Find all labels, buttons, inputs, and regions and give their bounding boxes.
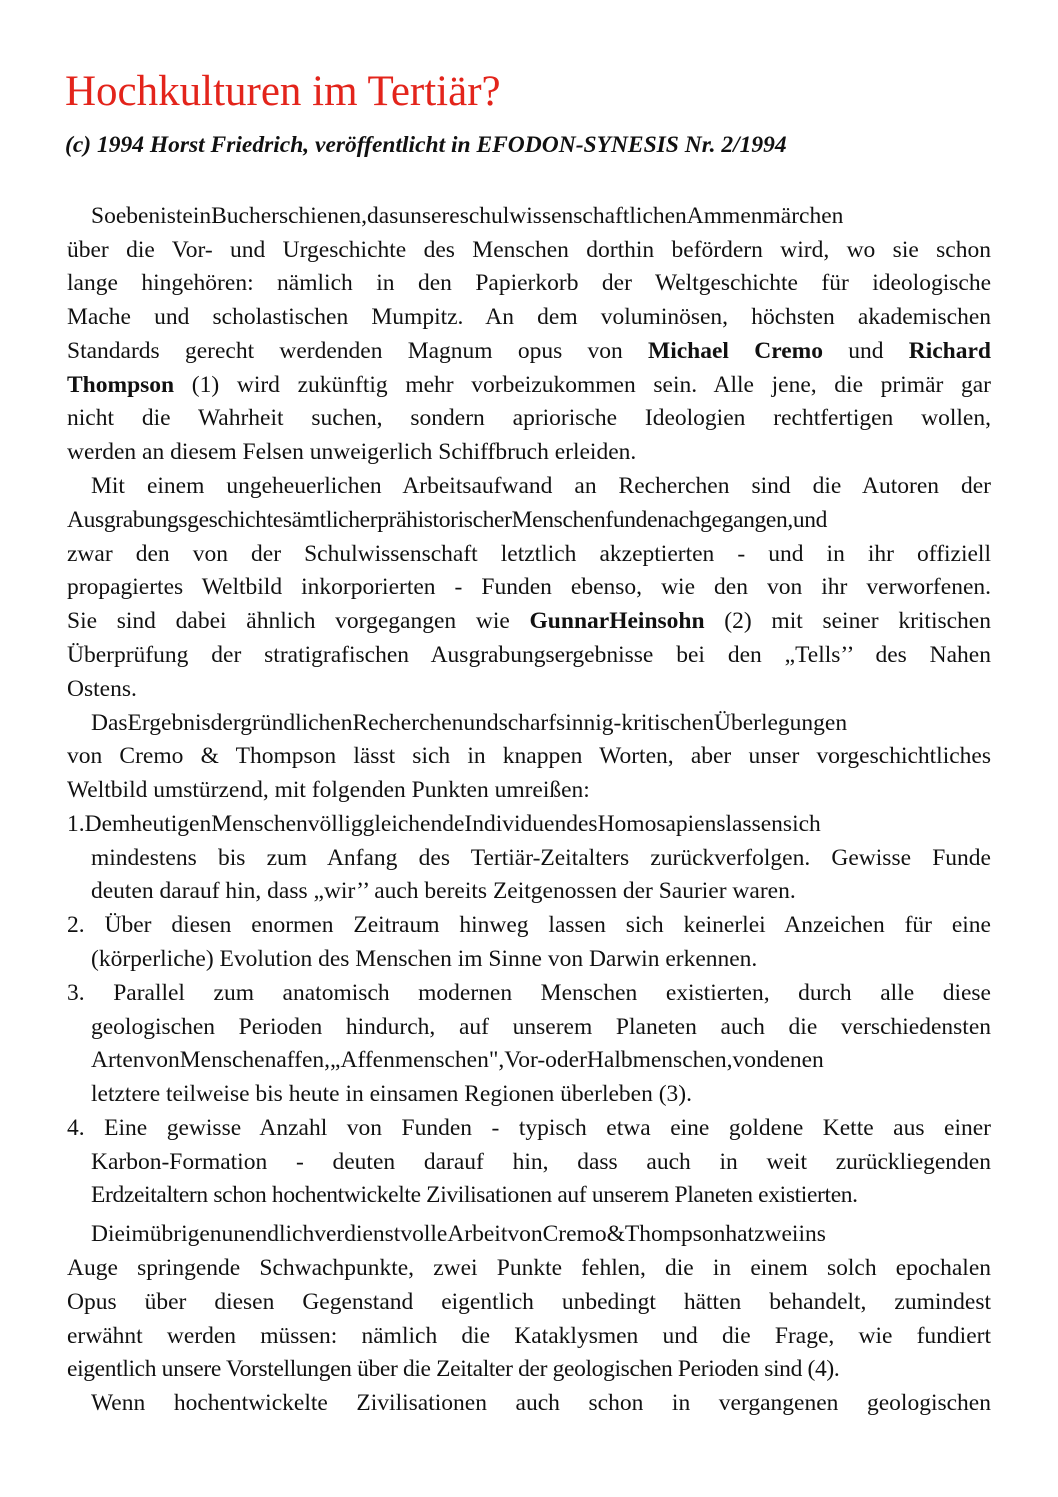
author-name: Thompson	[67, 372, 175, 398]
text-line: Überprüfung der stratigrafischen Ausgrabungsergebnisse bei den „Tells’’ des Nahen	[67, 642, 991, 668]
text-line: Mache und scholastischen Mumpitz. An dem voluminösen, höchsten akademischen	[67, 304, 991, 330]
text-line: propagiertes Weltbild inkorporierten - Funden ebenso, wie den von ihr verworfenen.	[67, 574, 991, 600]
text-line: Erdzeitaltern schon hochentwickelte Zivilisationen auf unserem Planeten existierten.	[91, 1182, 858, 1208]
author-name: GunnarHeinsohn	[529, 608, 705, 634]
text-line: erwähnt werden müssen: nämlich die Kataklysmen und die Frage, wie fundiert	[67, 1323, 991, 1349]
text-line: von Cremo & Thompson lässt sich in knappen Worten, aber unser vorgeschichtliches	[67, 743, 991, 769]
author-name: Richard	[908, 338, 991, 364]
text-line: DasErgebnisdergründlichenRecherchenundscharfsinnig-kritischenÜberlegungen	[91, 710, 848, 736]
list-item-2: 2. Über diesen enormen Zeitraum hinweg lassen sich keinerlei Anzeichen für eine	[67, 912, 991, 938]
text-line: Thompson (1) wird zukünftig mehr vorbeizukommen sein. Alle jene, die primär gar	[67, 372, 991, 398]
text-line: Weltbild umstürzend, mit folgenden Punkten umreißen:	[67, 777, 590, 803]
text-line: (körperliche) Evolution des Menschen im Sinne von Darwin erkennen.	[91, 946, 758, 972]
article-byline: (c) 1994 Horst Friedrich, veröffentlicht in EFODON-SYNESIS Nr. 2/1994	[65, 132, 787, 158]
text-line: Sie sind dabei ähnlich vorgegangen wie GunnarHeinsohn (2) mit seiner kritischen	[67, 608, 991, 634]
text-line: Wenn hochentwickelte Zivilisationen auch schon in vergangenen geologischen	[91, 1390, 991, 1416]
text-line: Ostens.	[67, 676, 137, 702]
text-line: werden an diesem Felsen unweigerlich Schiffbruch erleiden.	[67, 439, 637, 465]
text-line: DieimübrigenunendlichverdienstvolleArbeitvonCremo&Thompsonhatzweiins	[91, 1221, 826, 1247]
text-line: zwar den von der Schulwissenschaft letztlich akzeptierten - und in ihr offiziell	[67, 541, 991, 567]
text-line: Mit einem ungeheuerlichen Arbeitsaufwand an Recherchen sind die Autoren der	[91, 473, 991, 499]
text-line: AusgrabungsgeschichtesämtlicherprähistorischerMenschenfundenachgegangen,und	[67, 507, 828, 533]
text-line: Auge springende Schwachpunkte, zwei Punkte fehlen, die in einem solch epochalen	[67, 1255, 991, 1281]
text-line: mindestens bis zum Anfang des Tertiär-Zeitalters zurückverfolgen. Gewisse Funde	[91, 845, 991, 871]
text-line: lange hingehören: nämlich in den Papierkorb der Weltgeschichte für ideologische	[67, 270, 991, 296]
text-line: Opus über diesen Gegenstand eigentlich unbedingt hätten behandelt, zumindest	[67, 1289, 991, 1315]
text-line: SoebenisteinBucherschienen,dasunsereschulwissenschaftlichenAmmenmärchen	[91, 203, 844, 229]
text-line: über die Vor- und Urgeschichte des Menschen dorthin befördern wird, wo sie schon	[67, 237, 991, 263]
list-item-3: 3. Parallel zum anatomisch modernen Menschen existierten, durch alle diese	[67, 980, 991, 1006]
text-line: deuten darauf hin, dass „wir’’ auch bereits Zeitgenossen der Saurier waren.	[91, 878, 796, 904]
list-item-4: 4. Eine gewisse Anzahl von Funden - typisch etwa eine goldene Kette aus einer	[67, 1115, 991, 1141]
text-line: Standards gerecht werdenden Magnum opus von Michael Cremo und Richard	[67, 338, 991, 364]
article-title: Hochkulturen im Tertiär?	[65, 68, 501, 115]
text-line: nicht die Wahrheit suchen, sondern apriorische Ideologien rechtfertigen wollen,	[67, 405, 991, 431]
text-line: geologischen Perioden hindurch, auf unserem Planeten auch die verschiedensten	[91, 1014, 991, 1040]
text-line: letztere teilweise bis heute in einsamen Regionen überleben (3).	[91, 1081, 692, 1107]
list-item-1: 1.DemheutigenMenschenvölliggleichendeIndividuendesHomosapienslassensich	[67, 811, 821, 837]
author-name: Michael Cremo	[648, 338, 823, 364]
text-line: eigentlich unsere Vorstellungen über die Zeitalter der geologischen Perioden sind (4).	[67, 1356, 840, 1382]
text-line: Karbon-Formation - deuten darauf hin, dass auch in weit zurückliegenden	[91, 1149, 991, 1175]
text-line: ArtenvonMenschenaffen,„Affenmenschen",Vor-oderHalbmenschen,vondenen	[91, 1047, 824, 1073]
